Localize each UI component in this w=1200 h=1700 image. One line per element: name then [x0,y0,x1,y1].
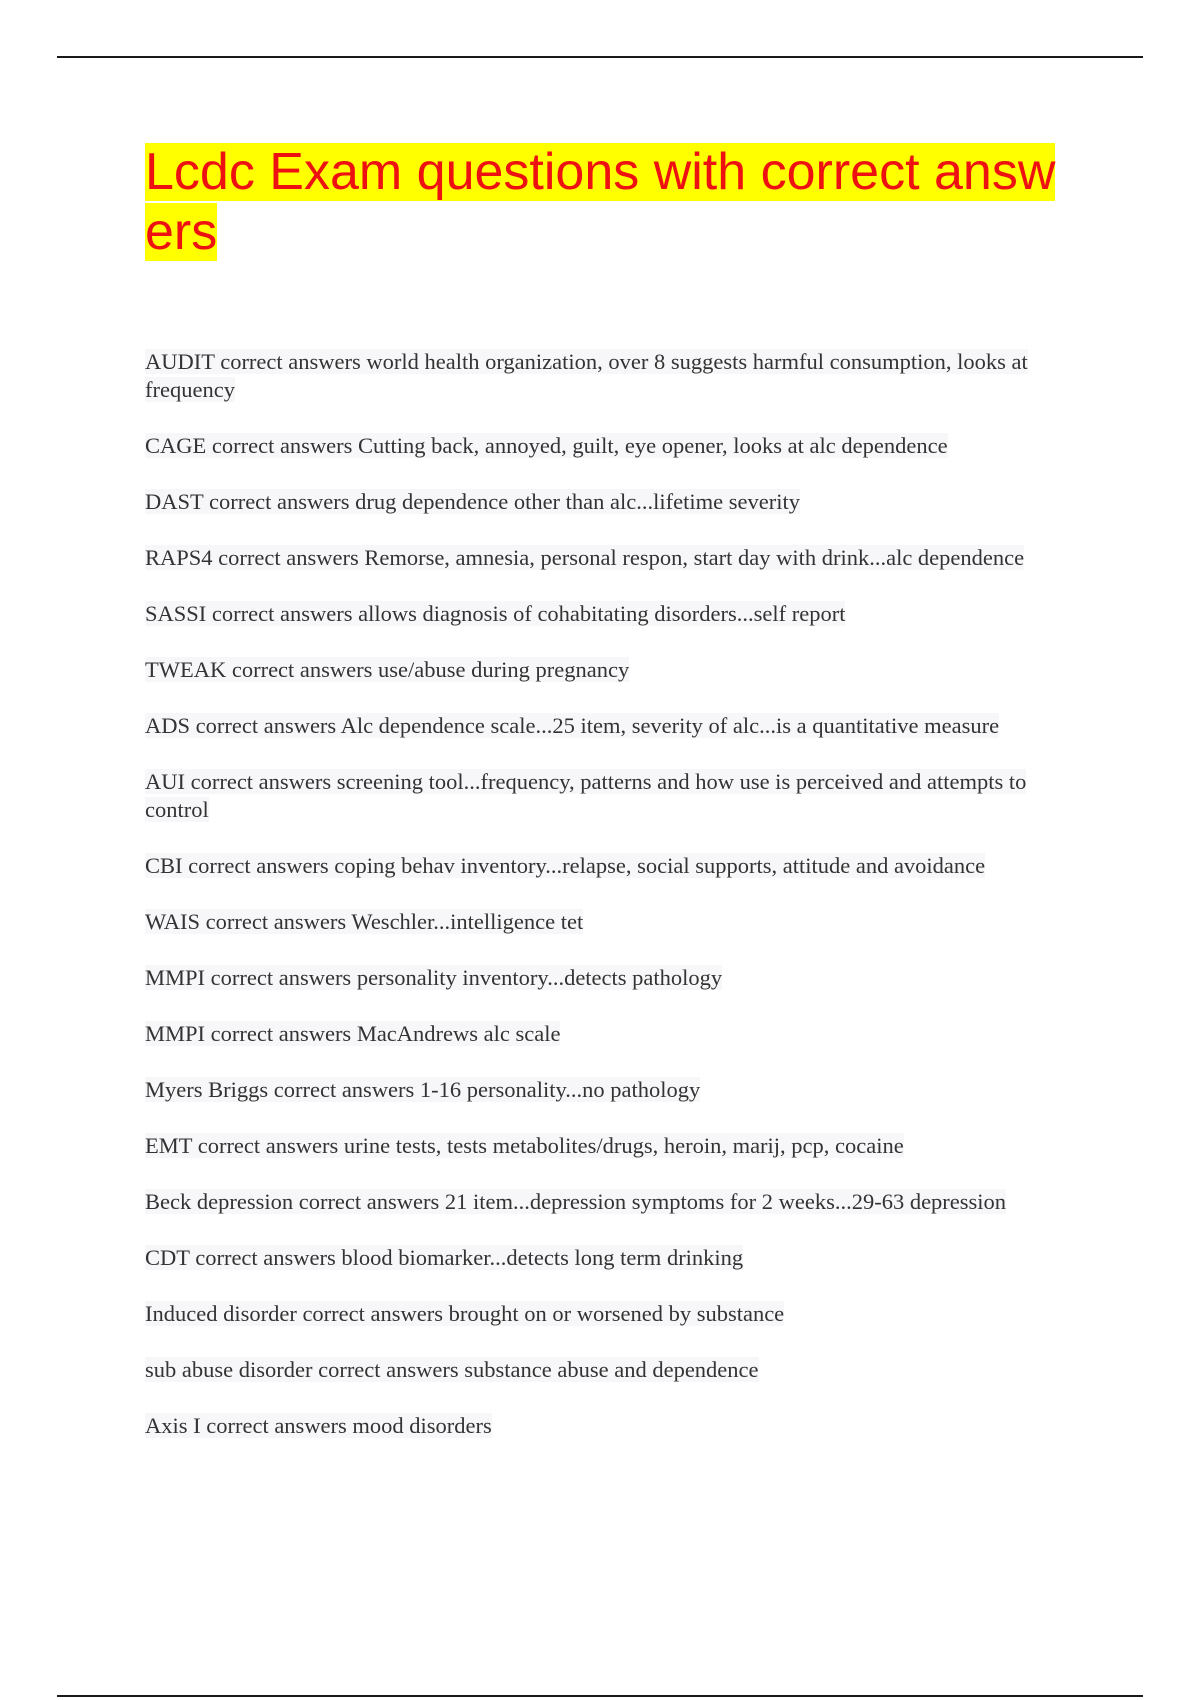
list-item [145,852,1085,880]
entry-text: AUDIT correct answers world health organization, over 8 suggests harmful consumption, looks at frequency [145,349,1028,402]
list-item [145,432,1085,460]
list-item [145,1412,1085,1440]
entry-text: CAGE correct answers Cutting back, annoyed, guilt, eye opener, looks at alc dependence [145,433,948,458]
list-item [145,600,1085,628]
entry-text: WAIS correct answers Weschler...intelligence tet [145,909,584,934]
list-item [145,1188,1085,1216]
document-title-text: Lcdc Exam questions with correct answers [145,143,1056,261]
entry-text: DAST correct answers drug dependence other than alc...lifetime severity [145,489,800,514]
entry-list [145,348,1085,1468]
entry-text: Induced disorder correct answers brought on or worsened by substance [145,1301,785,1326]
list-item [145,908,1085,936]
list-item [145,1132,1085,1160]
entry-text: EMT correct answers urine tests, tests metabolites/drugs, heroin, marij, pcp, cocaine [145,1133,904,1158]
entry-text: MMPI correct answers MacAndrews alc scale [145,1021,561,1046]
list-item [145,1300,1085,1328]
top-divider [57,56,1143,58]
entry-text: ADS correct answers Alc dependence scale...25 item, severity of alc...is a quantitative measure [145,713,1000,738]
document-title [145,142,1065,262]
entry-text: AUI correct answers screening tool...frequency, patterns and how use is perceived and attempts to control [145,769,1027,822]
entry-text: Axis I correct answers mood disorders [145,1413,492,1438]
entry-text: SASSI correct answers allows diagnosis of cohabitating disorders...self report [145,601,846,626]
list-item [145,488,1085,516]
list-item [145,656,1085,684]
list-item [145,1076,1085,1104]
list-item [145,1244,1085,1272]
list-item [145,768,1085,824]
list-item [145,964,1085,992]
bottom-divider [57,1695,1143,1697]
entry-text: MMPI correct answers personality inventory...detects pathology [145,965,723,990]
list-item [145,1356,1085,1384]
entry-text: Beck depression correct answers 21 item...depression symptoms for 2 weeks...29-63 depression [145,1189,1007,1214]
list-item [145,348,1085,404]
list-item [145,544,1085,572]
entry-text: Myers Briggs correct answers 1-16 personality...no pathology [145,1077,701,1102]
list-item [145,712,1085,740]
entry-text: sub abuse disorder correct answers substance abuse and dependence [145,1357,759,1382]
list-item [145,1020,1085,1048]
entry-text: CBI correct answers coping behav inventory...relapse, social supports, attitude and avoidance [145,853,986,878]
entry-text: RAPS4 correct answers Remorse, amnesia, personal respon, start day with drink...alc dependence [145,545,1025,570]
entry-text: CDT correct answers blood biomarker...detects long term drinking [145,1245,744,1270]
entry-text: TWEAK correct answers use/abuse during pregnancy [145,657,630,682]
